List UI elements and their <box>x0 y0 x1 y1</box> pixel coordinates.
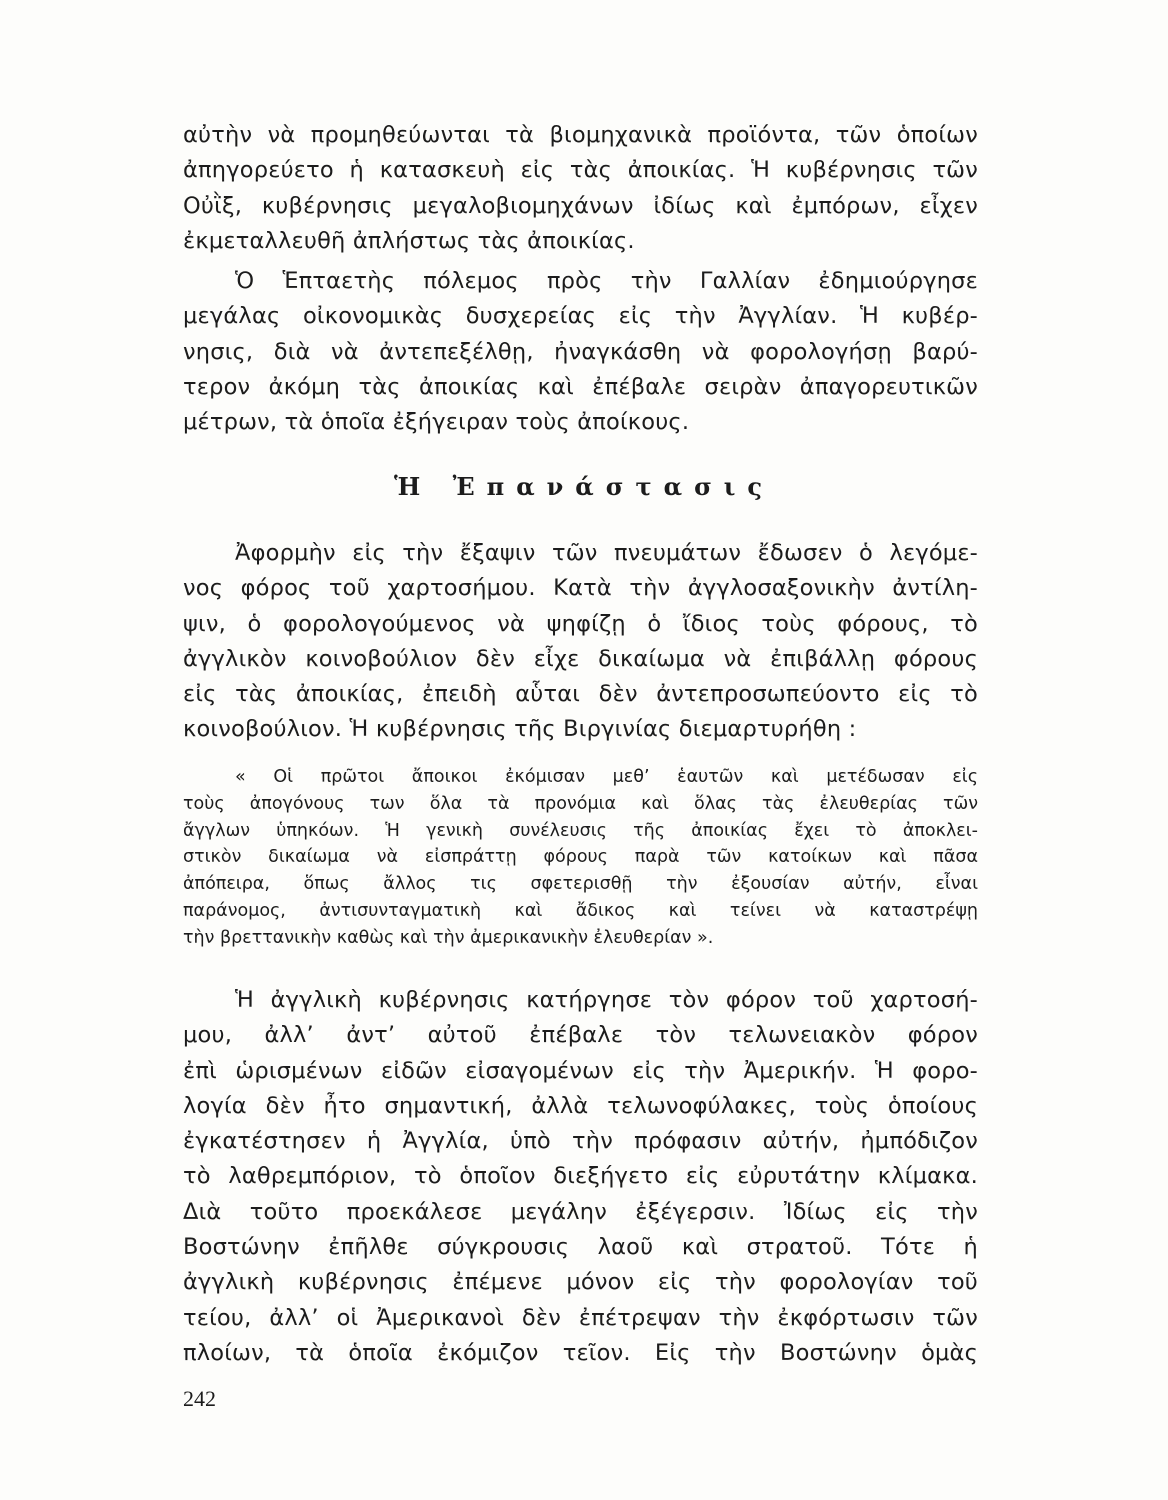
quote-line: στικὸν δικαίωμα νὰ εἰσπράττῃ φόρους παρὰ τῶν κατοίκων καὶ πᾶσα <box>183 847 978 868</box>
text-line: ἀπηγορεύετο ἡ κατασκευὴ εἰς τὰς ἀποικίας. Ἡ κυβέρνησις τῶν <box>183 157 978 184</box>
paragraph-3 <box>183 536 978 748</box>
text-line: μεγάλας οἰκονομικὰς δυσχερείας εἰς τὴν Ἀγγλίαν. Ἡ κυβέρ- <box>183 303 978 330</box>
text-line: ἐκμεταλλευθῆ ἀπλήστως τὰς ἀποικίας. <box>183 227 635 254</box>
section-heading: Ἡ Ἐπανάστασις <box>393 472 775 501</box>
text-line: μου, ἀλλ’ ἀντ’ αὐτοῦ ἐπέβαλε τὸν τελωνειακὸν φόρον <box>183 1022 978 1049</box>
text-line: νησις, διὰ νὰ ἀντεπεξέλθῃ, ἠναγκάσθη νὰ φορολογήσῃ βαρύ- <box>183 338 978 365</box>
text-line: ἐγκατέστησεν ἡ Ἀγγλία, ὑπὸ τὴν πρόφασιν αὐτήν, ἠμπόδιζον <box>183 1128 978 1155</box>
quote-line: ἀπόπειρα, ὅπως ἄλλος τις σφετερισθῇ τὴν ἐξουσίαν αὐτήν, εἶναι <box>183 874 978 895</box>
text-line: πλοίων, τὰ ὁποῖα ἐκόμιζον τεῖον. Εἰς τὴν Βοστώνην ὁμὰς <box>183 1339 978 1366</box>
text-line: Βοστώνην ἐπῆλθε σύγκρουσις λαοῦ καὶ στρατοῦ. Τότε ἡ <box>183 1234 978 1261</box>
text-line: τείου, ἀλλ’ οἱ Ἀμερικανοὶ δὲν ἐπέτρεψαν τὴν ἐκφόρτωσιν τῶν <box>183 1304 978 1331</box>
text-line: Διὰ τοῦτο προεκάλεσε μεγάλην ἐξέγερσιν. Ἰδίως εἰς τὴν <box>183 1198 978 1225</box>
text-line: ἀγγλικὴ κυβέρνησις ἐπέμενε μόνον εἰς τὴν φορολογίαν τοῦ <box>183 1269 978 1296</box>
paragraph-2 <box>183 264 978 440</box>
text-line: τερον ἀκόμη τὰς ἀποικίας καὶ ἐπέβαλε σειρὰν ἀπαγορευτικῶν <box>183 373 978 400</box>
text-line: Ἀφορμὴν εἰς τὴν ἔξαψιν τῶν πνευμάτων ἔδωσεν ὁ λεγόμε- <box>235 540 978 566</box>
text-line: Ἡ ἀγγλικὴ κυβέρνησις κατήργησε τὸν φόρον τοῦ χαρτοσή- <box>235 987 978 1013</box>
quote-line: τοὺς ἀπογόνους των ὅλα τὰ προνόμια καὶ ὅλας τὰς ἐλευθερίας τῶν <box>183 793 978 814</box>
quote-line: « Οἱ πρῶτοι ἄποικοι ἐκόμισαν μεθ’ ἑαυτῶν καὶ μετέδωσαν εἰς <box>235 767 978 787</box>
page-number: 242 <box>183 1386 216 1411</box>
text-line: Ὁ Ἑπταετὴς πόλεμος πρὸς τὴν Γαλλίαν ἐδημιούργησε <box>235 268 978 294</box>
text-line: κοινοβούλιον. Ἡ κυβέρνησις τῆς Βιργινίας διεμαρτυρήθη : <box>183 716 857 743</box>
text-line: εἰς τὰς ἀποικίας, ἐπειδὴ αὗται δὲν ἀντεπροσωπεύοντο εἰς τὸ <box>183 681 978 708</box>
text-line: νος φόρος τοῦ χαρτοσήμου. Κατὰ τὴν ἀγγλοσαξονικὴν ἀντίλη- <box>183 575 978 602</box>
quotation-block <box>183 764 978 952</box>
text-line: τὸ λαθρεμπόριον, τὸ ὁποῖον διεξήγετο εἰς εὐρυτάτην κλίμακα. <box>183 1163 978 1190</box>
text-line: αὐτὴν νὰ προμηθεύωνται τὰ βιομηχανικὰ προϊόντα, τῶν ὁποίων <box>183 122 978 148</box>
text-line: ψιν, ὁ φορολογούμενος νὰ ψηφίζῃ ὁ ἴδιος τοὺς φόρους, τὸ <box>183 610 978 637</box>
quote-line: ἄγγλων ὑπηκόων. Ἡ γενικὴ συνέλευσις τῆς ἀποικίας ἔχει τὸ ἀποκλει- <box>183 820 978 841</box>
text-line: λογία δὲν ἦτο σημαντική, ἀλλὰ τελωνοφύλακες, τοὺς ὁποίους <box>183 1092 978 1119</box>
quote-line: τὴν βρεττανικὴν καθὼς καὶ τὴν ἀμερικανικὴν ἐλευθερίαν ». <box>183 927 714 948</box>
paragraph-4 <box>183 983 978 1371</box>
text-line: μέτρων, τὰ ὁποῖα ἐξήγειραν τοὺς ἀποίκους. <box>183 409 690 436</box>
text-line: ἐπὶ ὡρισμένων εἰδῶν εἰσαγομένων εἰς τὴν Ἀμερικήν. Ἡ φορο- <box>183 1057 978 1084</box>
text-line: Οὐῒξ, κυβέρνησις μεγαλοβιομηχάνων ἰδίως καὶ ἐμπόρων, εἶχεν <box>183 192 978 219</box>
quote-line: παράνομος, ἀντισυνταγματικὴ καὶ ἄδικος καὶ τείνει νὰ καταστρέψῃ <box>183 900 978 921</box>
text-line: ἀγγλικὸν κοινοβούλιον δὲν εἶχε δικαίωμα νὰ ἐπιβάλλῃ φόρους <box>183 645 978 672</box>
paragraph-1 <box>183 118 978 259</box>
